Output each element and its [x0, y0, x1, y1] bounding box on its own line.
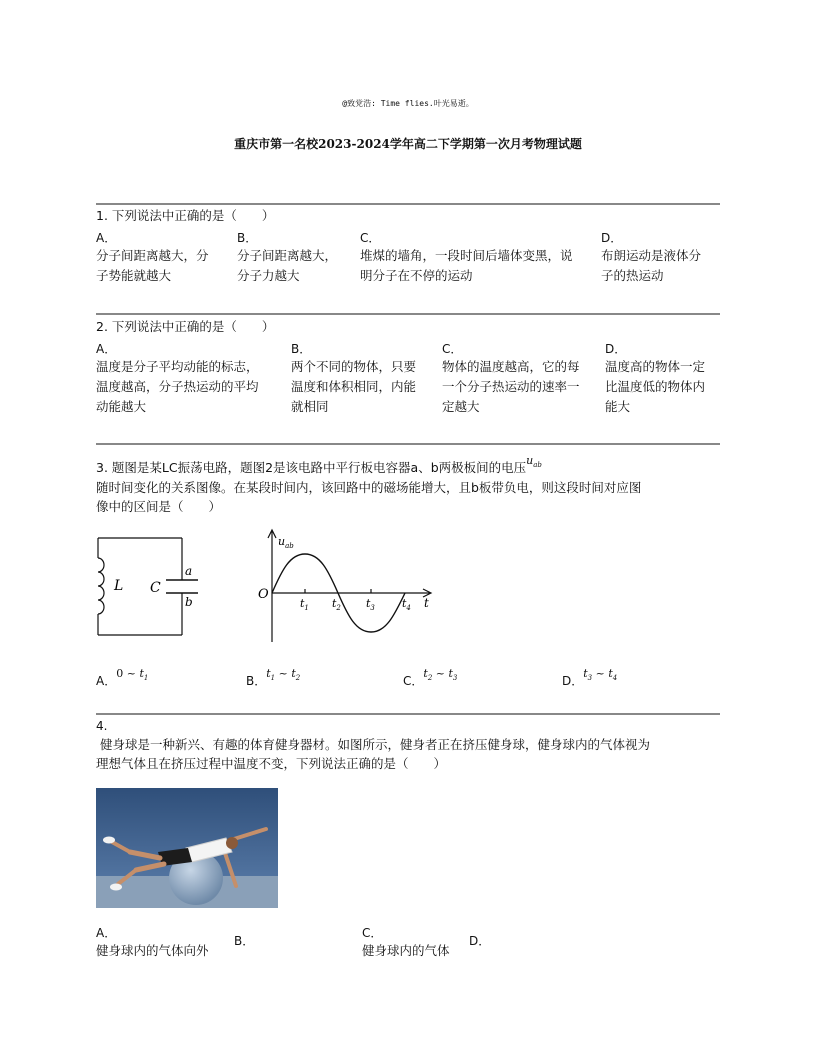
inductor-coil: [98, 558, 104, 614]
interval-expression: $t_2$ ~ $t_3$: [423, 667, 458, 682]
page-title: 重庆市第一名校2023-2024学年高二下学期第一次月考物理试题: [234, 137, 582, 151]
origin-label: O: [258, 587, 269, 602]
q1-option-d[interactable]: [601, 230, 719, 286]
header-note: @致党浩: Time flies.叶光易逝。: [342, 99, 474, 108]
option-text: 能大: [605, 399, 631, 414]
capacitor-label: C: [150, 580, 161, 596]
option-letter: A．: [96, 342, 117, 356]
option-text: 物体的温度越高，它的每: [442, 359, 580, 374]
interval-expression: 0 ~ $t_1$: [116, 667, 149, 682]
q2-option-d[interactable]: [605, 341, 720, 417]
option-text: 定越大: [442, 399, 480, 414]
q3-option-a[interactable]: [96, 662, 236, 688]
interval-expression: $t_3$ ~ $t_4$: [583, 667, 618, 682]
interval-expression: $t_1$ ~ $t_2$: [266, 667, 301, 682]
q3-option-c[interactable]: [403, 662, 543, 688]
option-text: 布朗运动是液体分: [601, 248, 702, 263]
option-text: 分子间距离越大，分: [96, 248, 209, 263]
option-letter: D．: [562, 674, 584, 688]
inductor-label: L: [114, 578, 124, 594]
option-text: 分子力越大: [237, 268, 300, 283]
q2-option-c[interactable]: [442, 341, 600, 417]
tick-label-t1: $t_1$: [300, 597, 309, 612]
voltage-time-graph: [250, 525, 440, 650]
q3-option-b[interactable]: [246, 662, 386, 688]
x-axis-label: t: [424, 596, 429, 610]
option-letter: D．: [601, 231, 623, 245]
option-text: 明分子在不停的运动: [360, 268, 473, 283]
option-letter: A．: [96, 674, 117, 688]
option-text: 温度和体积相同，内能: [291, 379, 417, 394]
option-text: 就相同: [291, 399, 329, 414]
option-letter: B．: [291, 342, 312, 356]
q3-stem-line3: 像中的区间是（ ）: [96, 499, 222, 514]
option-letter: C．: [360, 231, 381, 245]
plate-b-label: b: [185, 595, 193, 609]
q4-option-a[interactable]: [96, 925, 236, 961]
tick-label-t4: $t_4$: [402, 597, 411, 612]
option-letter: B．: [234, 934, 255, 948]
q4-stem-line1: 健身球是一种新兴、有趣的体育健身器材。如图所示，健身者正在挤压健身球，健身球内的气体视为: [100, 737, 651, 752]
option-letter: A．: [96, 231, 117, 245]
q4-option-d[interactable]: [469, 933, 569, 949]
q1-option-c[interactable]: [360, 230, 600, 286]
q4-option-b[interactable]: [234, 933, 334, 949]
option-text: 健身球内的气体向外: [96, 943, 209, 958]
option-text: 动能越大: [96, 399, 147, 414]
y-axis-label: $u_{ab}$: [278, 535, 294, 550]
option-letter: C．: [362, 926, 383, 940]
divider-rule: [96, 203, 720, 205]
option-text: 两个不同的物体，只要: [291, 359, 417, 374]
option-text: 温度越高，分子热运动的平均: [96, 379, 259, 394]
q2-stem: 2. 下列说法中正确的是（ ）: [96, 319, 275, 334]
tick-label-t2: $t_2$: [332, 597, 341, 612]
option-letter: B．: [246, 674, 267, 688]
option-text: 分子间距离越大，: [237, 248, 338, 263]
q4-number: 4.: [96, 719, 108, 733]
option-text: 一个分子热运动的速率一: [442, 379, 580, 394]
option-letter: D．: [469, 934, 491, 948]
option-text: 温度高的物体一定: [605, 359, 706, 374]
option-text: 子的热运动: [601, 268, 664, 283]
q1-stem: 1. 下列说法中正确的是（ ）: [96, 208, 275, 223]
q2-option-b[interactable]: [291, 341, 436, 417]
option-text: 堆煤的墙角，一段时间后墙体变黑，说: [360, 248, 573, 263]
tick-label-t3: $t_3$: [366, 597, 375, 612]
option-text: 健身球内的气体: [362, 943, 450, 958]
fitness-ball-photo: [96, 788, 278, 908]
q3-stem-line2: 随时间变化的关系图像。在某段时间内，该回路中的磁场能增大，且b板带负电，则这段时间对应图: [96, 480, 642, 495]
option-letter: D．: [605, 342, 627, 356]
option-text: 比温度低的物体内: [605, 379, 706, 394]
option-letter: A．: [96, 926, 117, 940]
option-letter: B．: [237, 231, 258, 245]
stem-text: 3. 题图是某LC振荡电路，题图2是该电路中平行板电容器a、b两极板间的电压: [96, 460, 527, 475]
option-letter: C．: [403, 674, 424, 688]
q1-option-b[interactable]: [237, 230, 357, 286]
divider-rule: [96, 313, 720, 315]
divider-rule: [96, 443, 720, 445]
u-ab-symbol: $u_{ab}$: [526, 454, 542, 469]
q4-stem-line2: 理想气体且在挤压过程中温度不变，下列说法正确的是（ ）: [96, 756, 447, 771]
q4-option-c[interactable]: [362, 925, 472, 961]
q2-option-a[interactable]: [96, 341, 286, 417]
q1-option-a[interactable]: [96, 230, 236, 286]
option-text: 子势能就越大: [96, 268, 172, 283]
divider-rule: [96, 713, 720, 715]
option-text: 温度是分子平均动能的标志，: [96, 359, 259, 374]
plate-a-label: a: [185, 564, 193, 578]
option-letter: C．: [442, 342, 463, 356]
q3-option-d[interactable]: [562, 662, 702, 688]
lc-circuit-diagram: [90, 530, 200, 645]
